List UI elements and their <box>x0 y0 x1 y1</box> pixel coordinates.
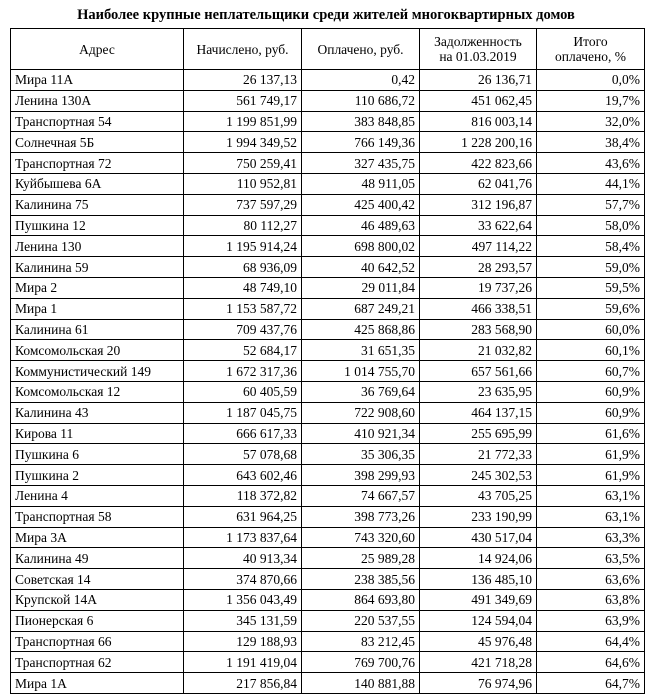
address-cell: Мира 1 <box>11 298 184 319</box>
address-cell: Ленина 4 <box>11 485 184 506</box>
paid-cell: 398 299,93 <box>302 465 420 486</box>
table-row <box>11 381 645 402</box>
debt-cell: 245 302,53 <box>420 465 537 486</box>
charged-cell: 1 195 914,24 <box>184 236 302 257</box>
debt-cell: 464 137,15 <box>420 402 537 423</box>
table-row <box>11 548 645 569</box>
address-cell: Мира 3А <box>11 527 184 548</box>
address-cell: Ленина 130А <box>11 90 184 111</box>
percent-cell: 61,9% <box>537 444 645 465</box>
paid-cell: 238 385,56 <box>302 569 420 590</box>
address-cell: Комсомольская 12 <box>11 381 184 402</box>
header-address: Адрес <box>11 29 184 70</box>
table-row <box>11 361 645 382</box>
paid-cell: 425 400,42 <box>302 194 420 215</box>
address-cell: Пушкина 6 <box>11 444 184 465</box>
paid-cell: 74 667,57 <box>302 485 420 506</box>
charged-cell: 1 153 587,72 <box>184 298 302 319</box>
percent-cell: 60,7% <box>537 361 645 382</box>
charged-cell: 110 952,81 <box>184 173 302 194</box>
debt-cell: 421 718,28 <box>420 652 537 673</box>
paid-cell: 35 306,35 <box>302 444 420 465</box>
debtors-table <box>10 28 645 694</box>
address-cell: Кирова 11 <box>11 423 184 444</box>
charged-cell: 1 191 419,04 <box>184 652 302 673</box>
paid-cell: 722 908,60 <box>302 402 420 423</box>
charged-cell: 40 913,34 <box>184 548 302 569</box>
address-cell: Комсомольская 20 <box>11 340 184 361</box>
percent-cell: 60,0% <box>537 319 645 340</box>
table-row <box>11 485 645 506</box>
debt-cell: 657 561,66 <box>420 361 537 382</box>
percent-cell: 43,6% <box>537 153 645 174</box>
paid-cell: 1 014 755,70 <box>302 361 420 382</box>
header-total-paid-percent: Итого оплачено, % <box>537 29 645 70</box>
table-body <box>11 70 645 694</box>
charged-cell: 345 131,59 <box>184 610 302 631</box>
percent-cell: 63,3% <box>537 527 645 548</box>
percent-cell: 64,7% <box>537 673 645 694</box>
debt-cell: 21 772,33 <box>420 444 537 465</box>
charged-cell: 374 870,66 <box>184 569 302 590</box>
percent-cell: 61,6% <box>537 423 645 444</box>
paid-cell: 220 537,55 <box>302 610 420 631</box>
address-cell: Калинина 43 <box>11 402 184 423</box>
paid-cell: 29 011,84 <box>302 277 420 298</box>
paid-cell: 31 651,35 <box>302 340 420 361</box>
charged-cell: 52 684,17 <box>184 340 302 361</box>
charged-cell: 1 672 317,36 <box>184 361 302 382</box>
table-row <box>11 257 645 278</box>
percent-cell: 59,6% <box>537 298 645 319</box>
percent-cell: 63,1% <box>537 506 645 527</box>
percent-cell: 58,4% <box>537 236 645 257</box>
percent-cell: 61,9% <box>537 465 645 486</box>
percent-cell: 64,6% <box>537 652 645 673</box>
address-cell: Транспортная 62 <box>11 652 184 673</box>
debt-cell: 816 003,14 <box>420 111 537 132</box>
table-row <box>11 652 645 673</box>
table-row <box>11 111 645 132</box>
address-cell: Транспортная 66 <box>11 631 184 652</box>
charged-cell: 631 964,25 <box>184 506 302 527</box>
debt-cell: 283 568,90 <box>420 319 537 340</box>
header-charged: Начислено, руб. <box>184 29 302 70</box>
table-row <box>11 631 645 652</box>
charged-cell: 1 199 851,99 <box>184 111 302 132</box>
charged-cell: 750 259,41 <box>184 153 302 174</box>
debt-cell: 26 136,71 <box>420 70 537 91</box>
table-row <box>11 610 645 631</box>
debt-cell: 491 349,69 <box>420 589 537 610</box>
paid-cell: 25 989,28 <box>302 548 420 569</box>
address-cell: Мира 2 <box>11 277 184 298</box>
address-cell: Куйбышева 6А <box>11 173 184 194</box>
page-title: Наиболее крупные неплательщики среди жителей многоквартирных домов <box>77 7 575 23</box>
paid-cell: 769 700,76 <box>302 652 420 673</box>
debt-cell: 45 976,48 <box>420 631 537 652</box>
charged-cell: 561 749,17 <box>184 90 302 111</box>
debt-cell: 1 228 200,16 <box>420 132 537 153</box>
table-row <box>11 319 645 340</box>
debt-cell: 23 635,95 <box>420 381 537 402</box>
table-row <box>11 236 645 257</box>
charged-cell: 80 112,27 <box>184 215 302 236</box>
debt-cell: 451 062,45 <box>420 90 537 111</box>
paid-cell: 425 868,86 <box>302 319 420 340</box>
address-cell: Калинина 61 <box>11 319 184 340</box>
table-row <box>11 298 645 319</box>
charged-cell: 57 078,68 <box>184 444 302 465</box>
table-row <box>11 465 645 486</box>
paid-cell: 140 881,88 <box>302 673 420 694</box>
percent-cell: 58,0% <box>537 215 645 236</box>
debt-cell: 43 705,25 <box>420 485 537 506</box>
paid-cell: 46 489,63 <box>302 215 420 236</box>
table-row <box>11 527 645 548</box>
percent-cell: 32,0% <box>537 111 645 132</box>
charged-cell: 118 372,82 <box>184 485 302 506</box>
paid-cell: 766 149,36 <box>302 132 420 153</box>
paid-cell: 327 435,75 <box>302 153 420 174</box>
percent-cell: 63,9% <box>537 610 645 631</box>
paid-cell: 83 212,45 <box>302 631 420 652</box>
address-cell: Советская 14 <box>11 569 184 590</box>
charged-cell: 709 437,76 <box>184 319 302 340</box>
table-row <box>11 444 645 465</box>
debt-cell: 62 041,76 <box>420 173 537 194</box>
debt-cell: 430 517,04 <box>420 527 537 548</box>
percent-cell: 44,1% <box>537 173 645 194</box>
paid-cell: 743 320,60 <box>302 527 420 548</box>
table-row <box>11 215 645 236</box>
address-cell: Пушкина 12 <box>11 215 184 236</box>
address-cell: Пушкина 2 <box>11 465 184 486</box>
charged-cell: 129 188,93 <box>184 631 302 652</box>
debt-cell: 124 594,04 <box>420 610 537 631</box>
charged-cell: 68 936,09 <box>184 257 302 278</box>
charged-cell: 666 617,33 <box>184 423 302 444</box>
address-cell: Мира 1А <box>11 673 184 694</box>
paid-cell: 383 848,85 <box>302 111 420 132</box>
table-row <box>11 277 645 298</box>
address-cell: Солнечная 5Б <box>11 132 184 153</box>
paid-cell: 398 773,26 <box>302 506 420 527</box>
debt-cell: 21 032,82 <box>420 340 537 361</box>
table-header-row <box>11 29 645 70</box>
paid-cell: 864 693,80 <box>302 589 420 610</box>
debt-cell: 255 695,99 <box>420 423 537 444</box>
table-row <box>11 402 645 423</box>
table-row <box>11 340 645 361</box>
percent-cell: 63,6% <box>537 569 645 590</box>
percent-cell: 64,4% <box>537 631 645 652</box>
header-debt: Задолженность на 01.03.2019 <box>420 29 537 70</box>
header-paid: Оплачено, руб. <box>302 29 420 70</box>
charged-cell: 1 994 349,52 <box>184 132 302 153</box>
debt-cell: 28 293,57 <box>420 257 537 278</box>
debt-cell: 19 737,26 <box>420 277 537 298</box>
paid-cell: 0,42 <box>302 70 420 91</box>
debt-cell: 33 622,64 <box>420 215 537 236</box>
percent-cell: 57,7% <box>537 194 645 215</box>
address-cell: Калинина 49 <box>11 548 184 569</box>
percent-cell: 59,0% <box>537 257 645 278</box>
paid-cell: 410 921,34 <box>302 423 420 444</box>
address-cell: Калинина 75 <box>11 194 184 215</box>
paid-cell: 36 769,64 <box>302 381 420 402</box>
address-cell: Транспортная 54 <box>11 111 184 132</box>
address-cell: Крупской 14А <box>11 589 184 610</box>
debt-cell: 466 338,51 <box>420 298 537 319</box>
address-cell: Транспортная 72 <box>11 153 184 174</box>
table-row <box>11 589 645 610</box>
charged-cell: 1 187 045,75 <box>184 402 302 423</box>
debt-cell: 233 190,99 <box>420 506 537 527</box>
paid-cell: 48 911,05 <box>302 173 420 194</box>
table-row <box>11 506 645 527</box>
address-cell: Пионерская 6 <box>11 610 184 631</box>
paid-cell: 40 642,52 <box>302 257 420 278</box>
address-cell: Калинина 59 <box>11 257 184 278</box>
table-row <box>11 153 645 174</box>
paid-cell: 687 249,21 <box>302 298 420 319</box>
charged-cell: 1 356 043,49 <box>184 589 302 610</box>
percent-cell: 59,5% <box>537 277 645 298</box>
address-cell: Мира 11А <box>11 70 184 91</box>
charged-cell: 643 602,46 <box>184 465 302 486</box>
debt-cell: 14 924,06 <box>420 548 537 569</box>
debt-cell: 312 196,87 <box>420 194 537 215</box>
table-row <box>11 70 645 91</box>
percent-cell: 19,7% <box>537 90 645 111</box>
percent-cell: 63,1% <box>537 485 645 506</box>
address-cell: Ленина 130 <box>11 236 184 257</box>
table-row <box>11 673 645 694</box>
debt-cell: 497 114,22 <box>420 236 537 257</box>
charged-cell: 60 405,59 <box>184 381 302 402</box>
charged-cell: 737 597,29 <box>184 194 302 215</box>
paid-cell: 698 800,02 <box>302 236 420 257</box>
charged-cell: 217 856,84 <box>184 673 302 694</box>
paid-cell: 110 686,72 <box>302 90 420 111</box>
address-cell: Транспортная 58 <box>11 506 184 527</box>
percent-cell: 60,9% <box>537 402 645 423</box>
table-row <box>11 569 645 590</box>
address-cell: Коммунистический 149 <box>11 361 184 382</box>
debt-cell: 422 823,66 <box>420 153 537 174</box>
charged-cell: 26 137,13 <box>184 70 302 91</box>
table-row <box>11 90 645 111</box>
percent-cell: 60,1% <box>537 340 645 361</box>
table-row <box>11 132 645 153</box>
charged-cell: 1 173 837,64 <box>184 527 302 548</box>
debt-cell: 136 485,10 <box>420 569 537 590</box>
percent-cell: 60,9% <box>537 381 645 402</box>
table-row <box>11 173 645 194</box>
percent-cell: 38,4% <box>537 132 645 153</box>
percent-cell: 63,8% <box>537 589 645 610</box>
table-row <box>11 423 645 444</box>
debt-cell: 76 974,96 <box>420 673 537 694</box>
table-row <box>11 194 645 215</box>
charged-cell: 48 749,10 <box>184 277 302 298</box>
percent-cell: 0,0% <box>537 70 645 91</box>
percent-cell: 63,5% <box>537 548 645 569</box>
